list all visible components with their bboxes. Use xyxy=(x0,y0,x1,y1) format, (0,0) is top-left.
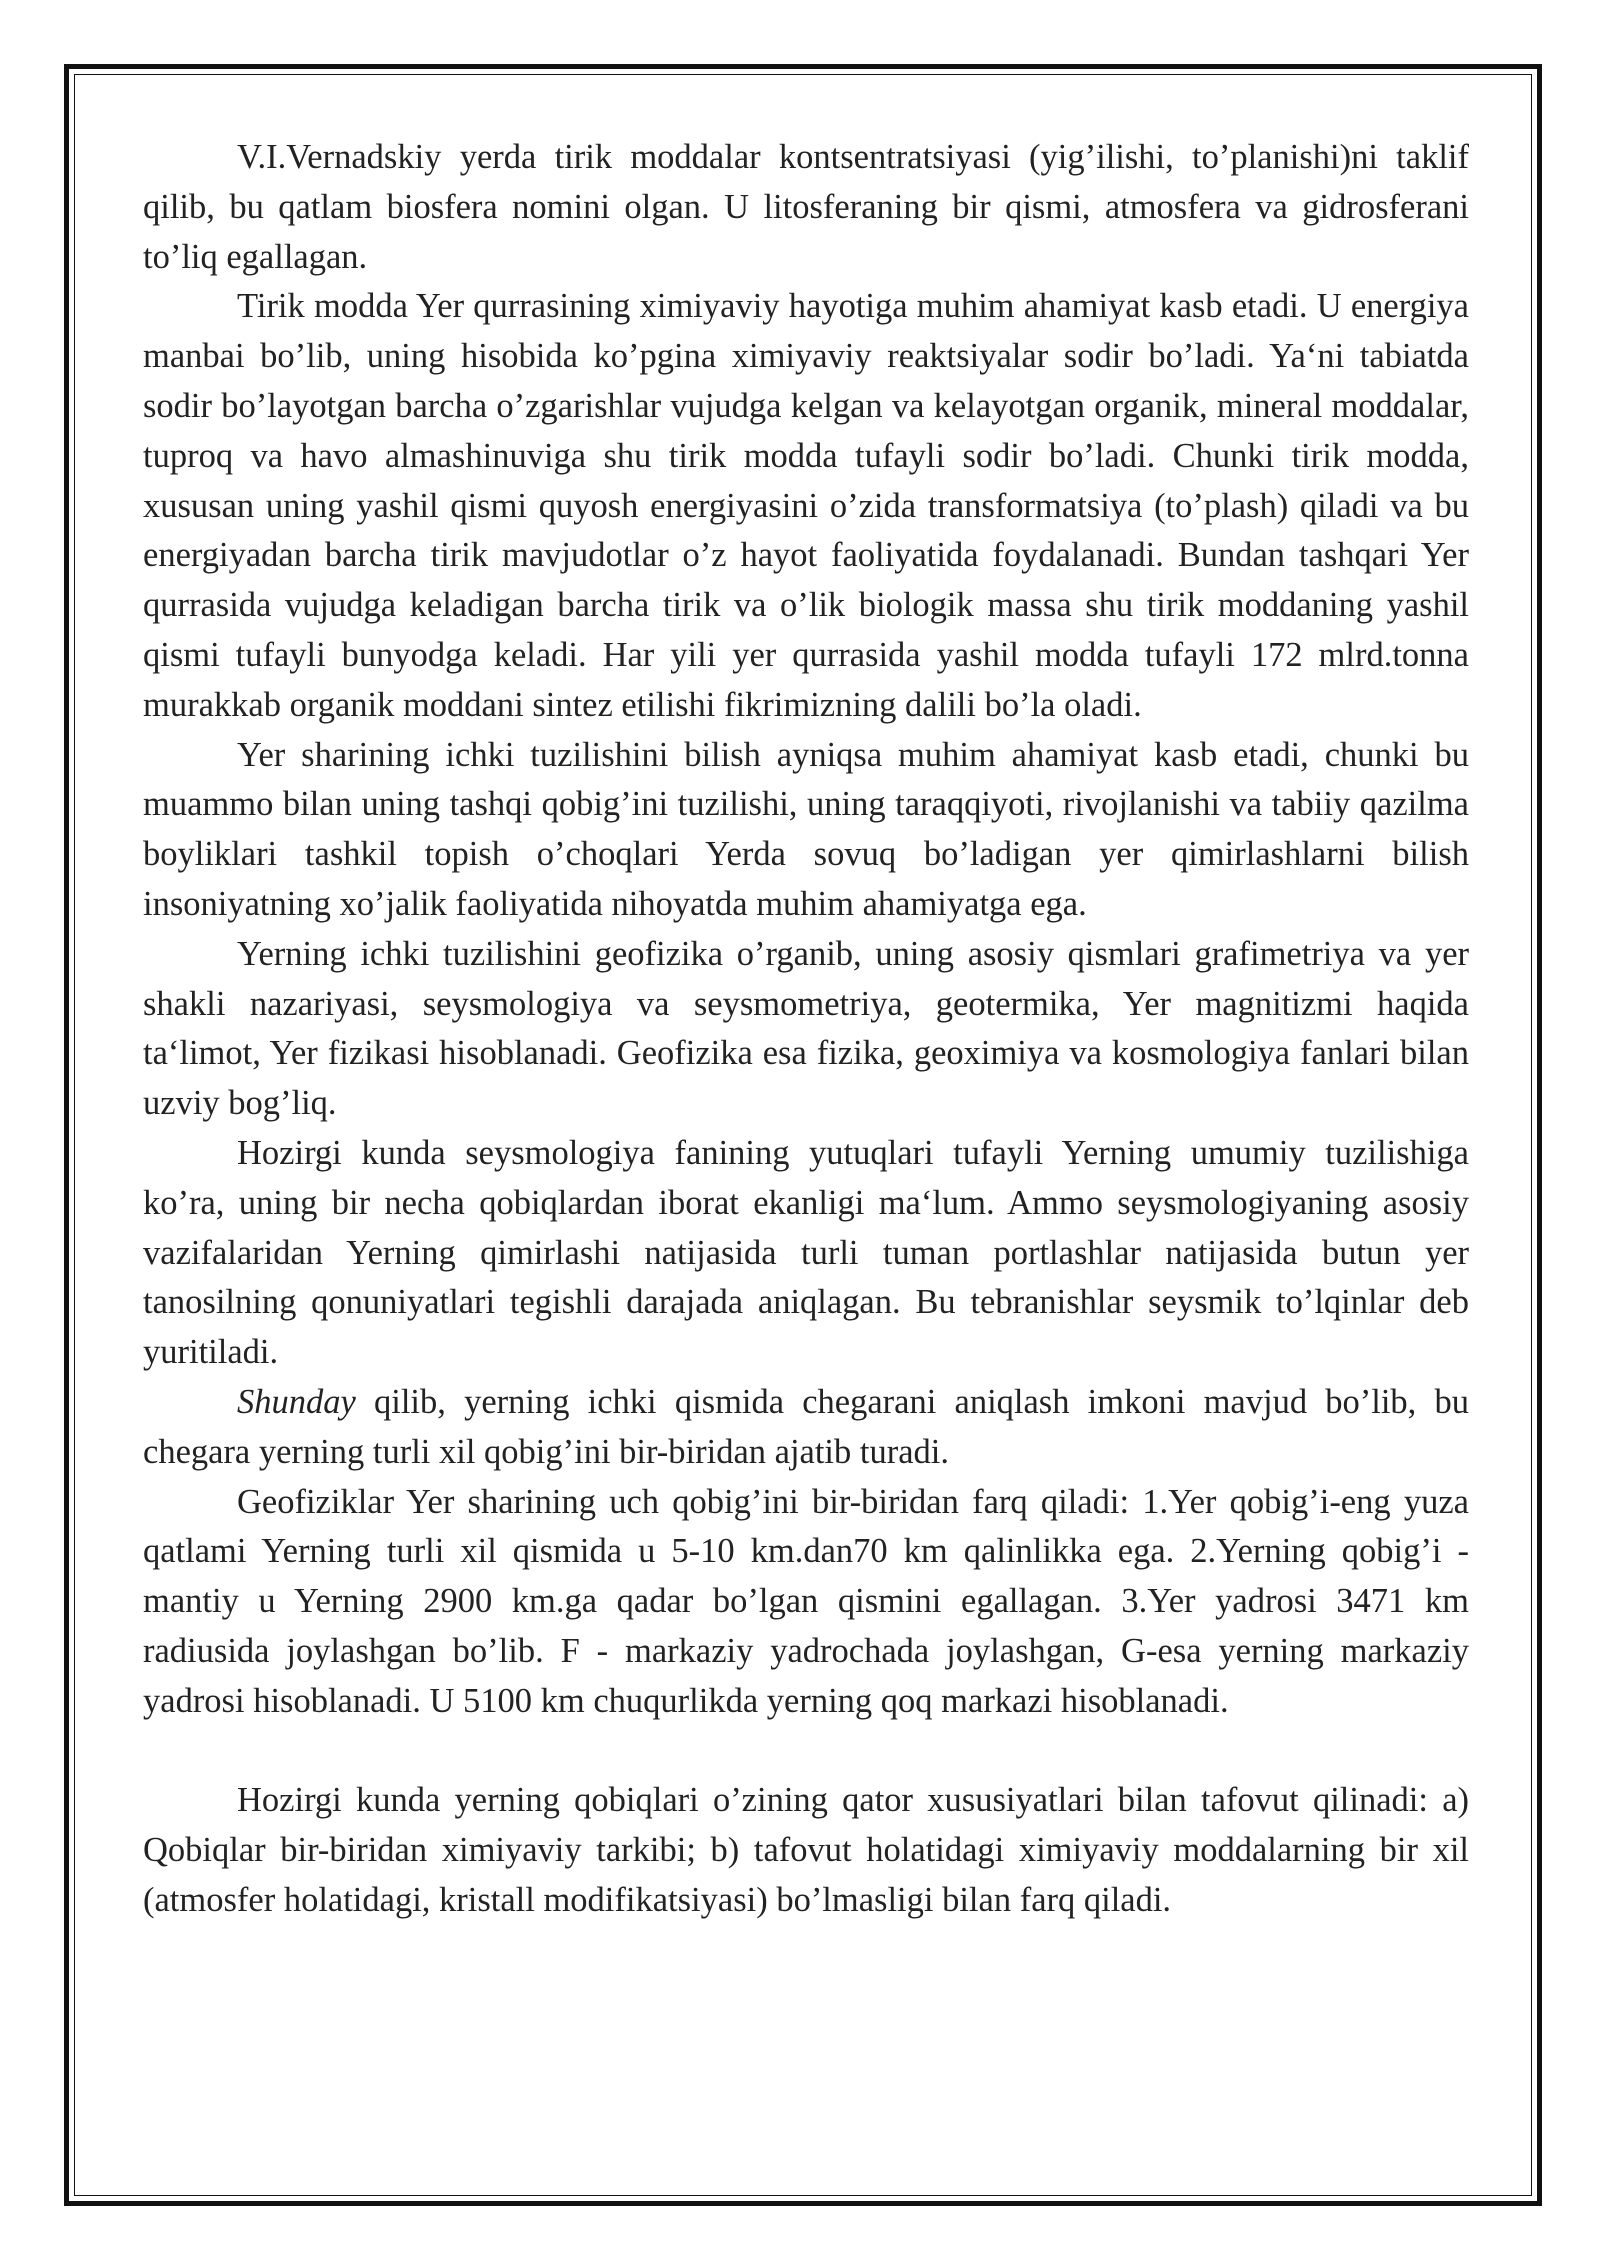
paragraph-1: V.I.Vernadskiy yerda tirik moddalar kontsentratsiyasi (yig’ilishi, to’planishi)ni taklif qilib, bu qatlam biosfera nomini olgan. U litosferaning bir qismi, atmosfera va gidrosferani to’liq egallagan. xyxy=(143,138,1469,276)
paragraph-6-italic-lead: Shunday xyxy=(237,1382,356,1421)
page-border-inner xyxy=(74,74,1532,2196)
paragraph-2: Tirik modda Yer qurrasining ximiyaviy hayotiga muhim ahamiyat kasb etadi. U energiya manbai bo’lib, uning hisobida ko’pgina ximiyaviy reaktsiyalar sodir bo’ladi. Ya‘ni tabiatda sodir bo’layotgan barcha o’zgarishlar vujudga kelgan va kelayotgan organik, mineral moddalar, tuproq va havo almashinuviga shu tirik modda tufayli sodir bo’ladi. Chunki tirik modda, xususan uning yashil qismi quyosh energiyasini o’zida transformatsiya (to’plash) qiladi va bu energiyadan barcha tirik mavjudotlar o’z hayot faoliyatida foydalanadi. Bundan tashqari Yer qurrasida vujudga keladigan barcha tirik va o’lik biologik massa shu tirik moddaning yashil qismi tufayli bunyodga keladi. Har yili yer qurrasida yashil modda tufayli 172 mlrd.tonna murakkab organik moddani sintez etilishi fikrimizning dalili bo’la oladi. xyxy=(143,287,1469,724)
paragraph-4: Yerning ichki tuzilishini geofizika o’rganib, uning asosiy qismlari grafimetriya va yer shakli nazariyasi, seysmologiya va seysmometriya, geotermika, Yer magnitizmi haqida ta‘limot, Yer fizikasi hisoblanadi. Geofizika esa fizika, geoximiya va kosmologiya fanlari bilan uzviy bog’liq. xyxy=(143,934,1469,1123)
paragraph-6 xyxy=(143,1378,1469,1478)
paragraph-3: Yer sharining ichki tuzilishini bilish ayniqsa muhim ahamiyat kasb etadi, chunki bu muammo bilan uning tashqi qobig’ini tuzilishi, uning taraqqiyoti, rivojlanishi va tabiiy qazilma boyliklari tashkil topish o’choqlari Yerda sovuq bo’ladigan yer qimirlashlarni bilish insoniyatning xo’jalik faoliyatida nihoyatda muhim ahamiyatga ega. xyxy=(143,735,1469,923)
document-body xyxy=(143,133,1469,1926)
paragraph-8: Hozirgi kunda yerning qobiqlari o’zining qator xususiyatlari bilan tafovut qilinadi: a) Qobiqlar bir-biridan ximiyaviy tarkibi; b) tafovut holatidagi ximiyaviy moddalarning bir xil (atmosfer holatidagi, kristall modifikatsiyasi) bo’lmasligi bilan farq qiladi. xyxy=(143,1781,1469,1919)
paragraph-6-text: qilib, yerning ichki qismida chegarani aniqlash imkoni mavjud bo’lib, bu chegara yerning turli xil qobig’ini bir-biridan ajatib turadi. xyxy=(143,1382,1469,1471)
page-border xyxy=(64,64,1542,2206)
paragraph-5: Hozirgi kunda seysmologiya fanining yutuqlari tufayli Yerning umumiy tuzilishiga ko’ra, uning bir necha qobiqlardan iborat ekanligi ma‘lum. Ammo seysmologiyaning asosiy vazifalaridan Yerning qimirlashi natijasida turli tuman portlashlar natijasida butun yer tanosilning qonuniyatlari tegishli darajada aniqlagan. Bu tebranishlar seysmik to’lqinlar deb yuritiladi. xyxy=(143,1133,1469,1372)
paragraph-7: Geofiziklar Yer sharining uch qobig’ini bir-biridan farq qiladi: 1.Yer qobig’i-eng yuza qatlami Yerning turli xil qismida u 5-10 km.dan70 km qalinlikka ega. 2.Yerning qobig’i - mantiy u Yerning 2900 km.ga qadar bo’lgan qismini egallagan. 3.Yer yadrosi 3471 km radiusida joylashgan bo’lib. F - markaziy yadrochada joylashgan, G-esa yerning markaziy yadrosi hisoblanadi. U 5100 km chuqurlikda yerning qoq markazi hisoblanadi. xyxy=(143,1482,1469,1720)
